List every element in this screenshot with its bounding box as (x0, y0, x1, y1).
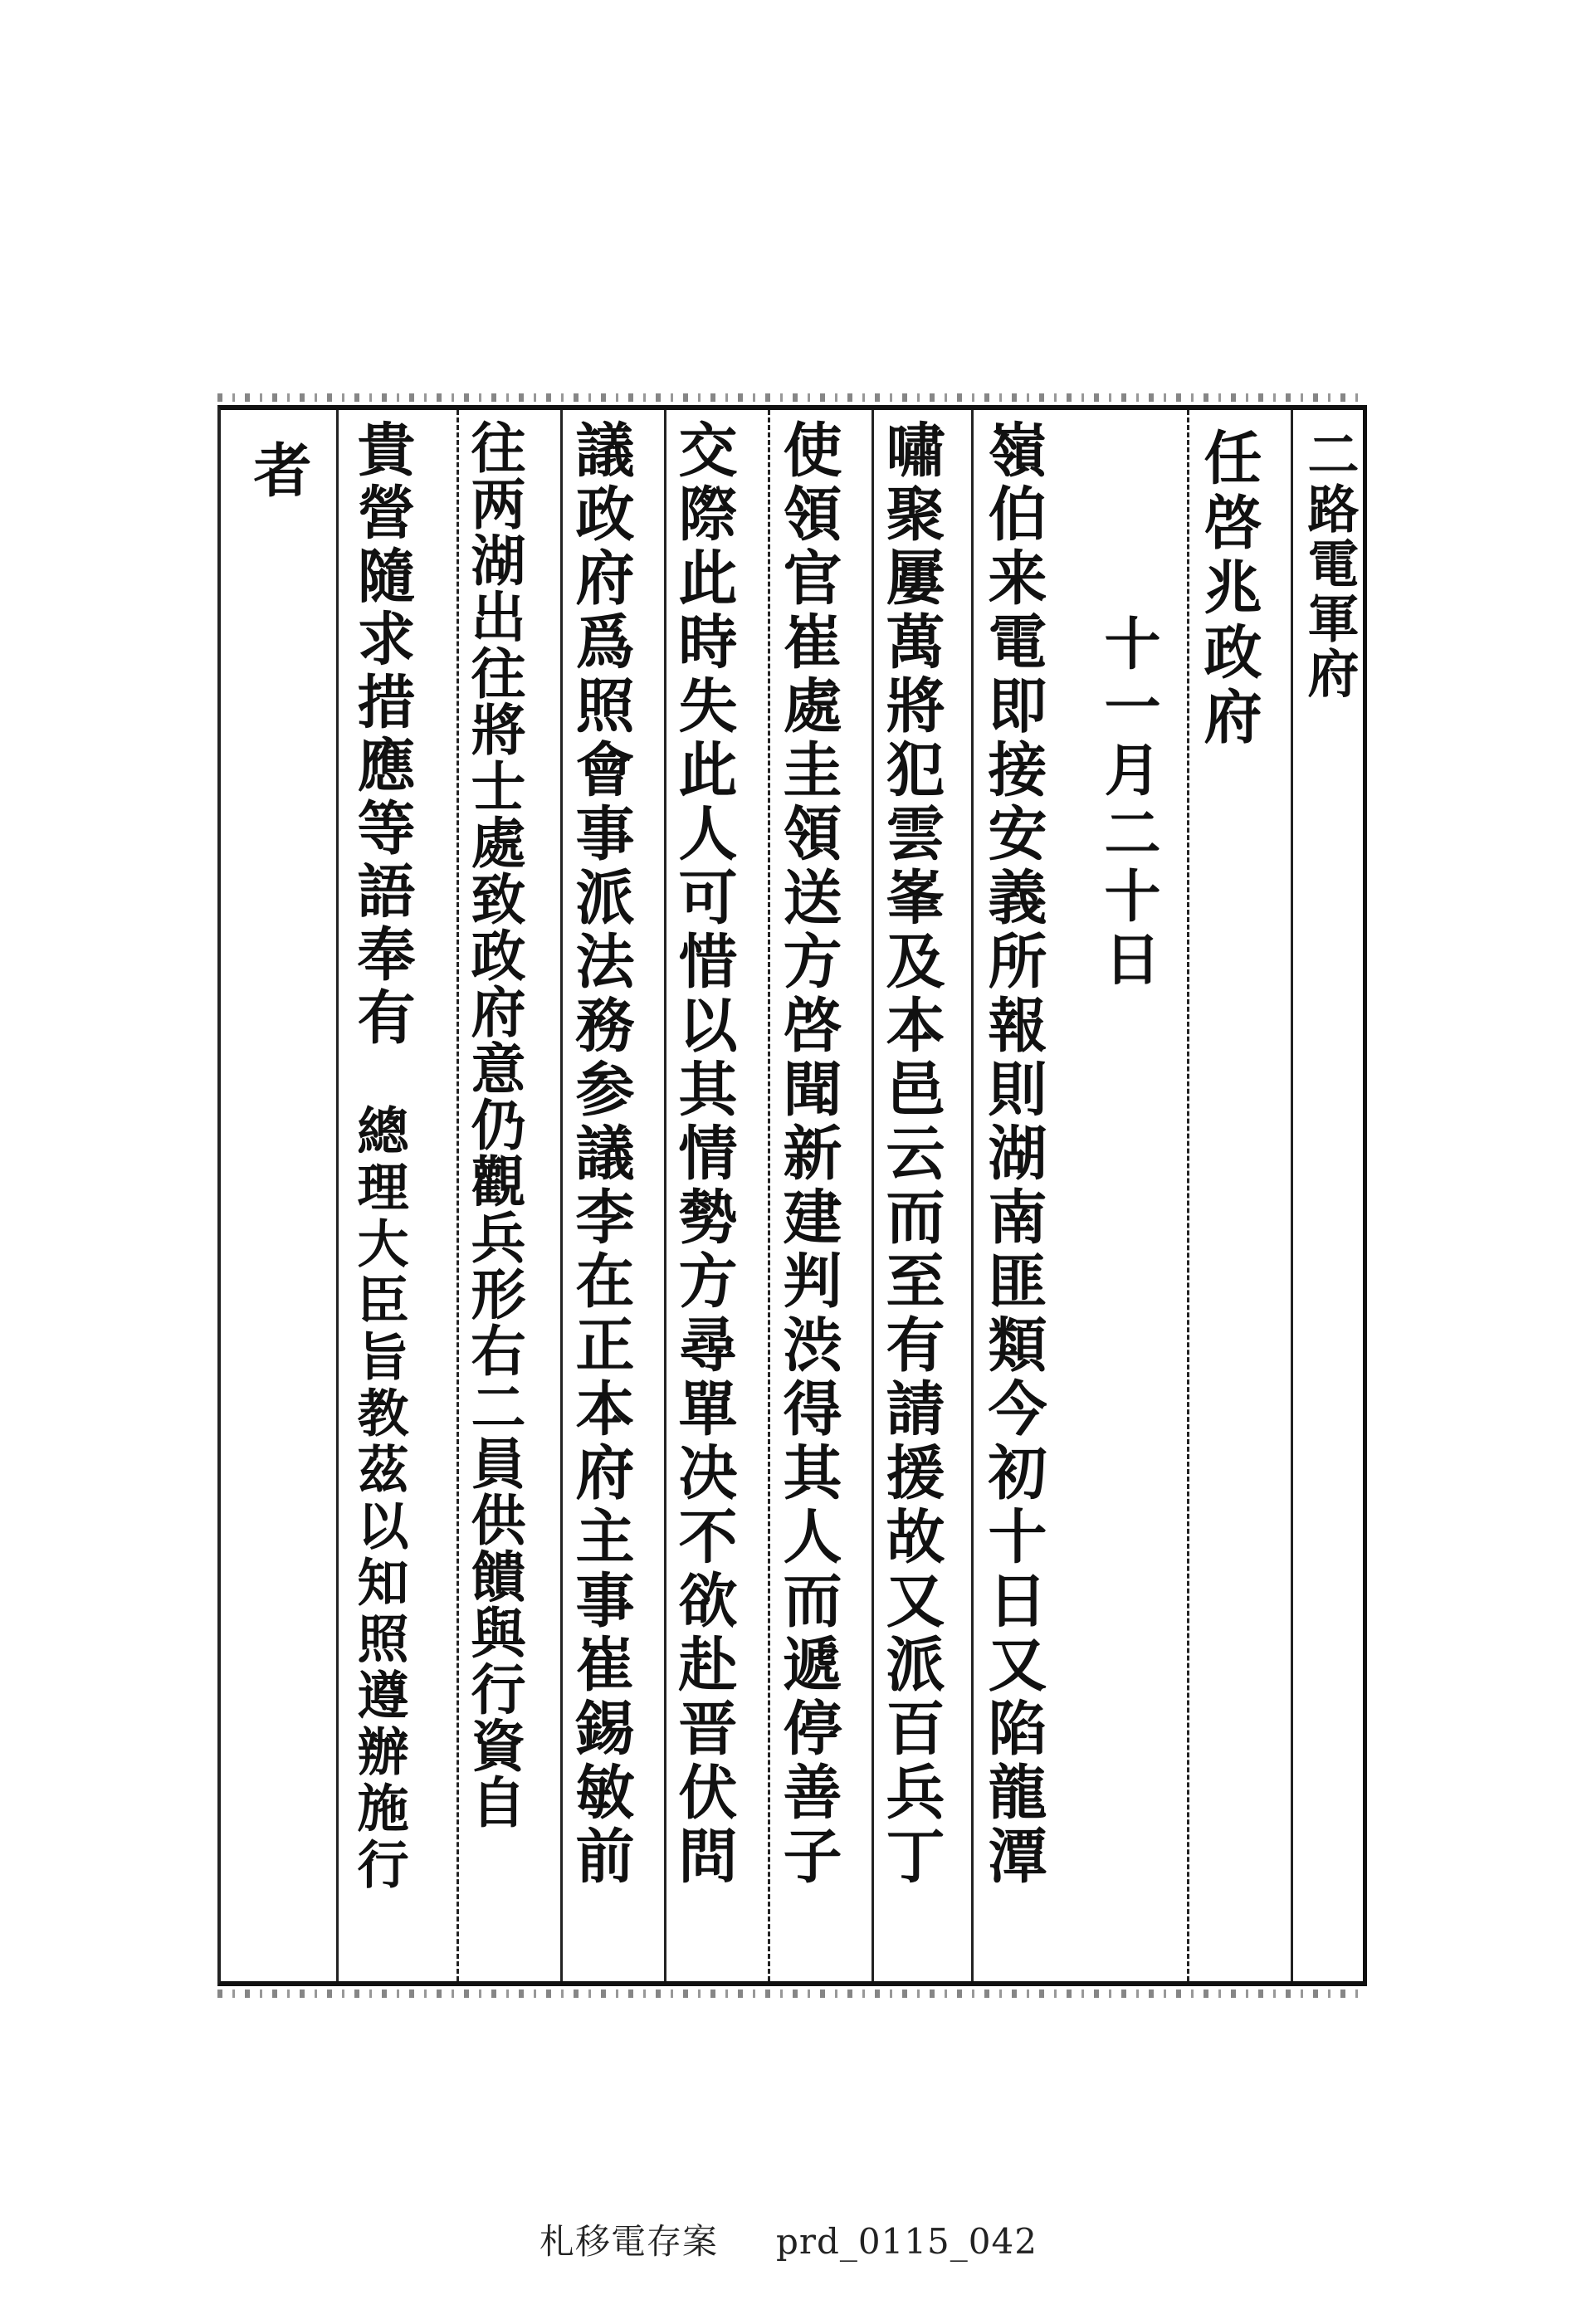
text-column-upper: 貴營隨求措應等語奉有 (348, 419, 417, 1050)
text-column-lower: 總理大臣旨教茲以知照遵辦施行 (349, 1104, 409, 1894)
text-column-closing: 者 (244, 440, 313, 505)
column-rule (1187, 410, 1189, 1981)
page-footer (0, 2214, 1577, 2264)
column-rule (768, 410, 770, 1981)
column-rule (872, 410, 874, 1981)
column-header-office: 二路電軍府 (1299, 427, 1360, 701)
text-column: 交際此時失此人可惜以其情勢方尋單决不欲赴晋伏問 (669, 419, 739, 1889)
text-column: 往两湖出往將士處致政府意仍觀兵形右二員供饋與行資自 (461, 419, 526, 1830)
text-column: 嘯聚屢萬將犯雲峯及本邑云而至有請援故又派百兵丁 (876, 419, 946, 1889)
column-addressee: 任啓兆政府 (1194, 427, 1263, 751)
column-rule (971, 410, 974, 1981)
column-rule (456, 410, 459, 1981)
text-column: 嶺伯来電即接安義所報則湖南匪類今初十日又陷龍潭 (979, 419, 1048, 1889)
frame-top-speckle (217, 393, 1367, 402)
column-rule (664, 410, 666, 1981)
footer-title: 札移電存案 (540, 2221, 719, 2262)
text-column: 使領官崔處圭領送方啓聞新建判渋得其人而遞停善子 (774, 419, 843, 1889)
text-column: 議政府爲照會事派法務参議李在正本府主事崔錫敏前 (566, 419, 636, 1889)
column-rule (336, 410, 339, 1981)
frame-bottom-speckle (217, 1990, 1367, 1998)
column-rule (560, 410, 563, 1981)
footer-code: prd_0115_042 (776, 2221, 1038, 2262)
column-date: 十一月二十日 (1095, 614, 1161, 993)
column-rule (1291, 410, 1293, 1981)
